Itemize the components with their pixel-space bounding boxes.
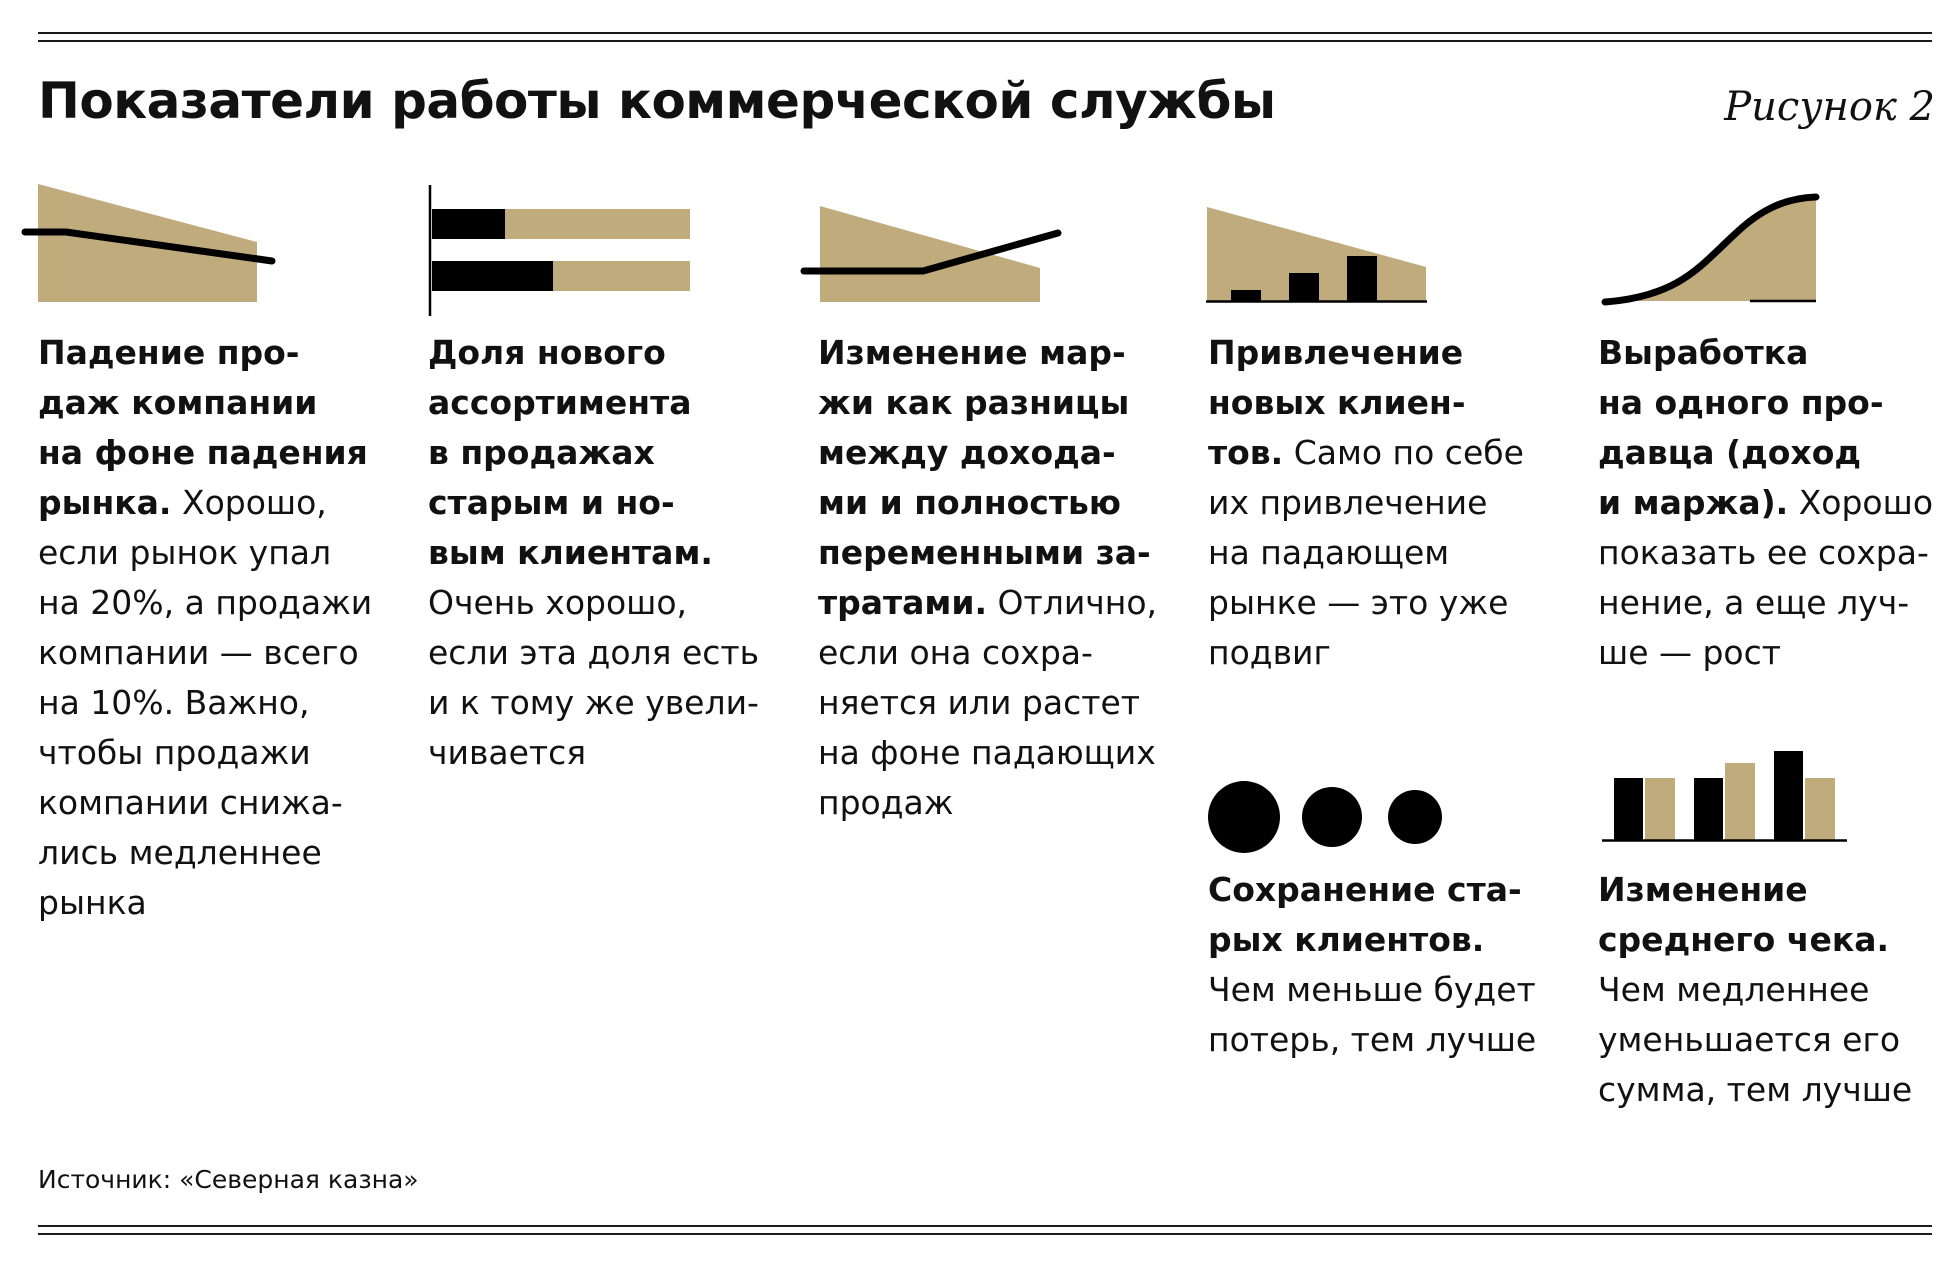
item-title: Сохранение ста- рых клиентов. — [1208, 870, 1522, 959]
item-sales-decline — [38, 328, 408, 928]
top-rule-1 — [38, 32, 1932, 34]
client-circle-large — [1208, 781, 1280, 853]
sales-vs-market-decline-icon — [20, 180, 280, 305]
check-bar-1-black — [1614, 778, 1643, 840]
clients-bar-2 — [1289, 273, 1319, 302]
item-title: Падение про- даж компании на фоне падения рынка. — [38, 333, 368, 522]
item-text: Хорошо, если рынок упал на 20%, а продажи компании — всего на 10%. Важно, чтобы продажи компании снижа- лись медленнее рынка — [38, 483, 373, 922]
bar-old-clients-share — [432, 209, 505, 239]
item-client-retention — [1208, 865, 1578, 1065]
check-bar-2-tan — [1725, 763, 1755, 840]
client-circle-medium — [1302, 787, 1362, 847]
figure-label: Рисунок 2 — [1724, 84, 1935, 130]
item-title: Доля нового ассортимента в продажах старым и но- вым клиентам. — [428, 333, 713, 572]
item-new-clients — [1208, 328, 1578, 678]
bottom-rule-1 — [38, 1225, 1932, 1227]
new-assortment-share-icon — [425, 180, 695, 320]
sales-area-shape — [820, 206, 1040, 302]
item-new-assortment — [428, 328, 798, 778]
item-average-check — [1598, 865, 1959, 1115]
top-rule-2 — [38, 40, 1932, 42]
source-note: Источник: «Северная казна» — [38, 1165, 419, 1194]
average-check-icon — [1600, 745, 1850, 845]
bottom-rule-2 — [38, 1233, 1932, 1235]
item-title: Выработка на одного про- давца (доход и маржа). — [1598, 333, 1884, 522]
clients-bar-3 — [1347, 256, 1377, 302]
client-retention-icon — [1205, 780, 1450, 855]
item-text: Чем медленнее уменьшается его сумма, тем лучше — [1598, 970, 1913, 1109]
item-text: Чем меньше будет потерь, тем лучше — [1208, 970, 1537, 1059]
item-text: Отлично, если она сохра- няется или растет на фоне падающих продаж — [818, 583, 1158, 822]
item-output-per-seller — [1598, 328, 1959, 678]
item-text: Очень хорошо, если эта доля есть и к тому же увели- чивается — [428, 583, 760, 772]
new-clients-icon — [1205, 200, 1435, 305]
page-title: Показатели работы коммерческой службы — [38, 72, 1276, 130]
item-title: Привлечение новых клиен- тов. — [1208, 333, 1466, 472]
check-bar-3-tan — [1805, 778, 1835, 840]
check-bar-3-black — [1774, 751, 1803, 840]
client-circle-small — [1388, 790, 1442, 844]
output-per-seller-icon — [1600, 190, 1830, 310]
item-text: Хорошо показать ее сохра- нение, а еще луч- ше — рост — [1598, 483, 1934, 672]
check-bar-2-black — [1694, 778, 1723, 840]
check-bar-1-tan — [1645, 778, 1675, 840]
bar-new-clients-share — [432, 261, 553, 291]
growth-area-shape — [1605, 197, 1816, 302]
item-text: Само по себе их привлечение на падающем рынке — это уже подвиг — [1208, 433, 1524, 672]
item-title: Изменение среднего чека. — [1598, 870, 1890, 959]
margin-change-icon — [800, 200, 1070, 305]
item-title: Изменение мар- жи как разницы между дохода- ми и полностью переменными за- тратами. — [818, 333, 1151, 622]
clients-bar-1 — [1231, 290, 1261, 302]
item-margin-change — [818, 328, 1188, 828]
